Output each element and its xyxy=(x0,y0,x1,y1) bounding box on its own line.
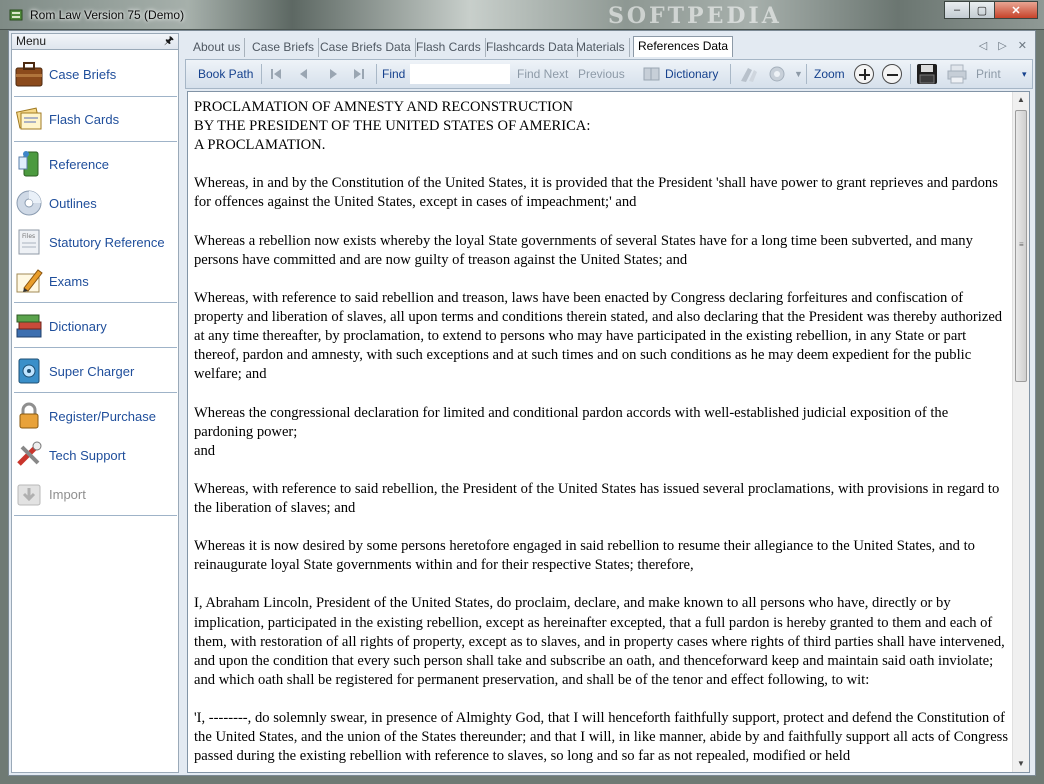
super-charger-icon xyxy=(13,355,45,387)
lock-icon xyxy=(13,400,45,432)
toolbar-divider xyxy=(376,64,377,84)
flash-cards-icon xyxy=(13,103,45,135)
document-paragraph: Whereas the congressional declaration for limited and conditional pardon accords with well-established judicial exposition of the pardoning power; xyxy=(194,404,949,440)
menu-item-dictionary[interactable] xyxy=(12,306,178,346)
menu-item-label: Exams xyxy=(49,273,89,289)
document-paragraph: Whereas it is now desired by some persons heretofore engaged in said rebellion to resume their allegiance to the United States, and to reinaugurate loyal State governments within and for their respective States; therefore, xyxy=(194,538,975,574)
menu-item-label: Tech Support xyxy=(49,447,126,463)
dropdown-arrow-icon[interactable]: ▼ xyxy=(794,69,803,79)
document-heading-line: BY THE PRESIDENT OF THE UNITED STATES OF AMERICA: xyxy=(194,118,591,135)
menu-panel xyxy=(11,33,179,773)
find-next-button[interactable]: Find Next xyxy=(517,67,569,81)
pin-icon[interactable]: 🖈 xyxy=(163,35,174,47)
menu-item-tech-support[interactable] xyxy=(12,435,178,475)
dictionary-book-icon xyxy=(642,60,662,88)
menu-header xyxy=(12,34,178,50)
next-page-icon[interactable] xyxy=(326,60,340,88)
document-text[interactable] xyxy=(194,98,1010,768)
toolbar-divider xyxy=(261,64,262,84)
menu-item-label: Flash Cards xyxy=(49,111,120,127)
menu-item-super-charger[interactable] xyxy=(12,351,178,391)
first-page-icon[interactable] xyxy=(269,60,283,88)
document-paragraph: Whereas a rebellion now exists whereby the loyal State governments of several States have for a long time been subverted, and many persons have committed and are now guilty of treason against the United States; and xyxy=(194,232,973,268)
highlight-icon[interactable] xyxy=(738,60,760,88)
tab-strip xyxy=(185,35,1031,57)
menu-item-case-briefs[interactable] xyxy=(12,54,178,94)
watermark-text: SOFTPEDIA xyxy=(608,3,782,29)
save-icon[interactable] xyxy=(916,60,938,88)
document-heading-line: A PROCLAMATION. xyxy=(194,137,326,154)
menu-item-reference[interactable] xyxy=(12,144,178,184)
zoom-in-icon[interactable] xyxy=(854,60,874,88)
toolbar xyxy=(185,59,1033,89)
tab-flash-cards[interactable]: Flash Cards xyxy=(412,38,486,57)
import-icon xyxy=(13,478,45,510)
menu-item-label: Super Charger xyxy=(49,363,135,379)
document-paragraph: I, Abraham Lincoln, President of the United States, do proclaim, declare, and make known to all persons who have, directly or by implication, participated in the existing rebellion, except as hereinafter excepted, that a full pardon is hereby granted to them and each of them, with restoration of all rights of property, except as to slaves, and in property cases where rights of third parties shall have intervened, and upon the condition that every such person shall take and subscribe an oath, and thenceforward keep and maintain said oath inviolate; and which oath shall be registered for permanent preservation, and shall be of the tenor and effect following, to wit: xyxy=(194,595,1005,688)
main-window xyxy=(8,30,1036,776)
menu-divider xyxy=(14,96,177,97)
menu-header-label: Menu xyxy=(16,34,47,48)
close-window-button[interactable]: ✕ xyxy=(994,1,1038,19)
menu-item-register-purchase[interactable] xyxy=(12,396,178,436)
menu-divider xyxy=(14,302,177,303)
settings-gear-icon[interactable] xyxy=(766,60,788,88)
find-input[interactable] xyxy=(410,64,510,84)
print-icon[interactable] xyxy=(946,60,968,88)
menu-item-label: Case Briefs xyxy=(49,66,117,82)
tab-navigation-controls[interactable]: ◁ ▷ ✕ xyxy=(978,40,1031,52)
tab-references-data[interactable]: References Data xyxy=(633,36,733,57)
document-paragraph: Whereas, with reference to said rebellion and treason, laws have been enacted by Congress declaring forfeitures and confiscation of property and liberation of slaves, all upon terms and conditions therein stated, and also declaring that the President was thereby authorized at any time thereafter, by proclamation, to extend to persons who may have participated in the existing rebellion, in any State or part thereof, pardon and amnesty, with such exceptions and at such times and on such conditions as he may deem expedient for the public welfare; and xyxy=(194,289,1003,383)
toolbar-divider xyxy=(910,64,911,84)
scroll-up-arrow-icon[interactable]: ▲ xyxy=(1017,95,1025,104)
svg-text:Files: Files xyxy=(22,233,36,240)
title-bar xyxy=(0,0,1044,30)
vertical-scrollbar[interactable] xyxy=(1012,92,1029,772)
document-viewer xyxy=(187,91,1030,773)
tools-icon xyxy=(13,439,45,471)
book-path-button[interactable]: Book Path xyxy=(198,67,254,81)
exam-pencil-icon xyxy=(13,265,45,297)
zoom-label: Zoom xyxy=(814,67,845,81)
toolbar-divider xyxy=(730,64,731,84)
document-paragraph: Whereas, in and by the Constitution of the United States, it is provided that the President 'shall have power to grant reprieves and pardons for offences against the United States, except in cases of impeachment;' and xyxy=(194,175,998,211)
menu-item-label: Dictionary xyxy=(49,318,107,334)
menu-divider xyxy=(14,141,177,142)
document-paragraph: and xyxy=(194,442,216,459)
reference-icon xyxy=(13,148,45,180)
menu-item-statutory-reference[interactable] xyxy=(12,222,178,262)
tab-case-briefs[interactable]: Case Briefs xyxy=(248,38,319,57)
scroll-down-arrow-icon[interactable]: ▼ xyxy=(1017,759,1025,768)
scrollbar-thumb[interactable] xyxy=(1015,110,1027,382)
print-button[interactable]: Print xyxy=(976,67,1001,81)
tab-materials[interactable]: Materials xyxy=(572,38,630,57)
document-paragraph: 'I, --------, do solemnly swear, in presence of Almighty God, that I will henceforth faithfully support, protect and defend the Constitution of the United States, and the union of the States thereunder; and that I will, in like manner, abide by and faithfully support all acts of Congress passed during the existing rebellion with reference to slaves, so long and so far as not repealed, modified or held xyxy=(194,710,1009,765)
menu-item-label: Reference xyxy=(49,156,109,172)
toolbar-divider xyxy=(806,64,807,84)
files-icon xyxy=(13,226,45,258)
briefcase-icon xyxy=(13,58,45,90)
menu-item-label: Register/Purchase xyxy=(49,408,156,424)
last-page-icon[interactable] xyxy=(352,60,366,88)
menu-item-flash-cards[interactable] xyxy=(12,99,178,139)
menu-item-label: Outlines xyxy=(49,195,97,211)
zoom-out-icon[interactable] xyxy=(882,60,902,88)
minimize-button[interactable]: – xyxy=(944,1,970,19)
menu-item-outlines[interactable] xyxy=(12,183,178,223)
window-title: Rom Law Version 75 (Demo) xyxy=(30,8,185,22)
menu-divider xyxy=(14,515,177,516)
toolbar-overflow-icon[interactable]: ▾ xyxy=(1022,68,1027,79)
find-label: Find xyxy=(382,67,406,81)
tab-flashcards-data[interactable]: Flashcards Data xyxy=(482,38,578,57)
tab-about-us[interactable]: About us xyxy=(189,38,245,57)
menu-divider xyxy=(14,392,177,393)
outlines-disc-icon xyxy=(13,187,45,219)
app-icon xyxy=(9,8,23,22)
menu-divider xyxy=(14,347,177,348)
document-heading-line: PROCLAMATION OF AMNESTY AND RECONSTRUCTION xyxy=(194,99,573,115)
menu-item-import[interactable] xyxy=(12,474,178,514)
maximize-button[interactable]: ▢ xyxy=(969,1,995,19)
tab-case-briefs-data[interactable]: Case Briefs Data xyxy=(316,38,416,57)
menu-item-label: Statutory Reference xyxy=(49,234,165,250)
previous-button[interactable]: Previous xyxy=(578,67,625,81)
books-icon xyxy=(13,310,45,342)
scrollbar-grip-icon: ≡ xyxy=(1019,240,1024,249)
dictionary-button[interactable]: Dictionary xyxy=(665,67,719,81)
menu-item-label: Import xyxy=(49,486,86,502)
menu-item-exams[interactable] xyxy=(12,261,178,301)
previous-page-icon[interactable] xyxy=(297,60,311,88)
document-paragraph: Whereas, with reference to said rebellion, the President of the United States has issued several proclamations, with provisions in regard to the liberation of slaves; and xyxy=(194,480,1000,516)
